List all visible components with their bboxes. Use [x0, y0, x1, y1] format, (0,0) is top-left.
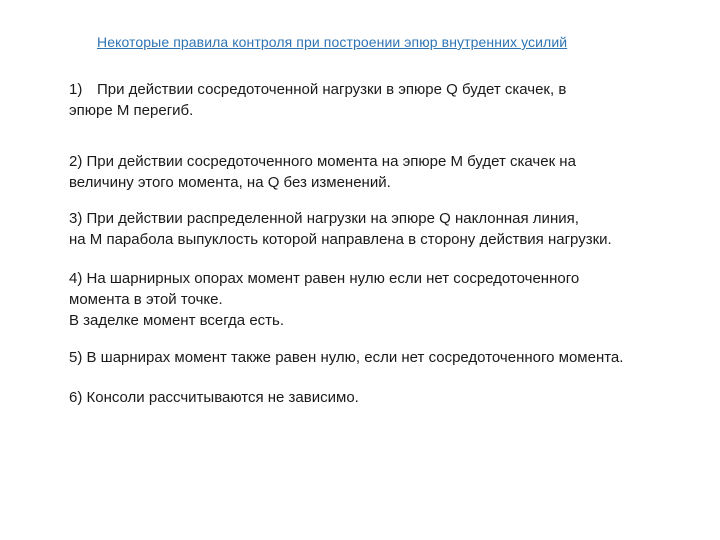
rule-1-line-1	[69, 79, 566, 100]
rule-6	[69, 387, 359, 408]
rule-3	[69, 208, 612, 250]
rule-1	[69, 79, 566, 121]
rule-4-line-2: момента в этой точке.	[69, 291, 223, 308]
rule-2-line-1: 2) При действии сосредоточенного момента на эпюре М будет скачек на	[69, 153, 576, 170]
rule-1-line-2: эпюре М перегиб.	[69, 102, 194, 119]
rule-2-line-2: величину этого момента, на Q без изменений.	[69, 174, 391, 191]
rule-2	[69, 151, 576, 193]
rule-3-line-2: на М парабола выпуклость которой направлена в сторону действия нагрузки.	[69, 231, 612, 248]
rule-6-line-1: 6) Консоли рассчитываются не зависимо.	[69, 389, 359, 406]
rule-1-text: При действии сосредоточенной нагрузки в эпюре Q будет скачек, в	[97, 81, 567, 98]
rule-3-line-1: 3) При действии распределенной нагрузки на эпюре Q наклонная линия,	[69, 210, 579, 227]
slide-title[interactable]: Некоторые правила контроля при построении эпюр внутренних усилий	[97, 34, 568, 50]
rule-4-line-3: В заделке момент всегда есть.	[69, 312, 285, 329]
rule-4	[69, 268, 579, 331]
rule-5	[69, 347, 623, 368]
rule-4-line-1: 4) На шарнирных опорах момент равен нулю если нет сосредоточенного	[69, 270, 580, 287]
rule-1-number: 1)	[69, 81, 83, 98]
rule-5-line-1: 5) В шарнирах момент также равен нулю, если нет сосредоточенного момента.	[69, 349, 624, 366]
